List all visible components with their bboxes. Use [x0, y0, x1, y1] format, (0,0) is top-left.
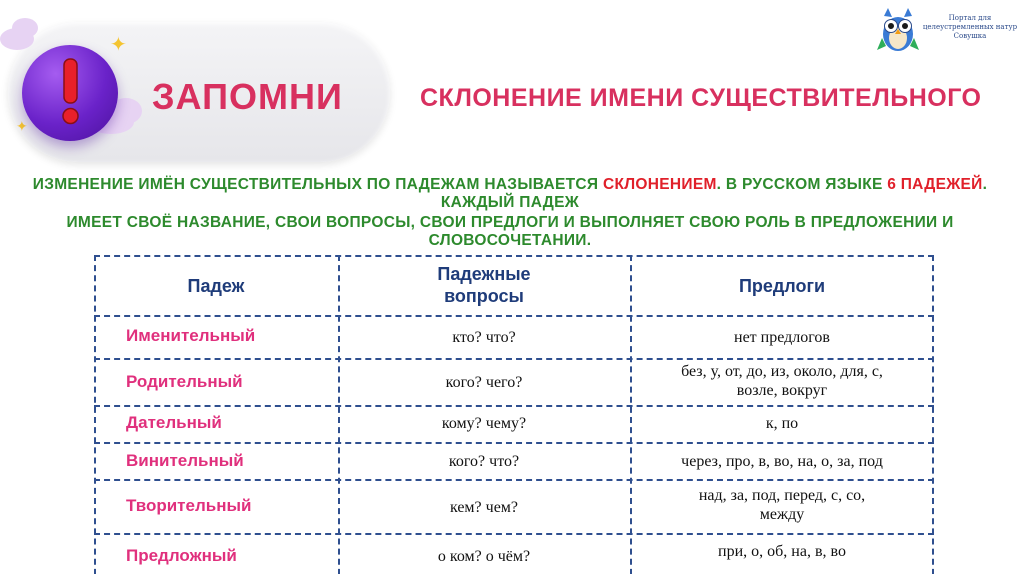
logo-line: Совушка: [953, 32, 987, 40]
case-name: Именительный: [126, 326, 256, 345]
case-questions: кто? что?: [452, 329, 516, 346]
prepositions-line: между: [759, 506, 805, 523]
case-prepositions: нет предлогов: [734, 329, 830, 346]
table-border: [94, 315, 934, 317]
case-prepositions: через, про, в, во, на, о, за, под: [681, 453, 883, 470]
case-name: Предложный: [126, 546, 237, 565]
table-border: [94, 479, 934, 481]
case-name: Дательный: [126, 413, 222, 432]
header-questions-line: Падежные: [437, 264, 531, 284]
remember-label: ЗАПОМНИ: [152, 76, 343, 117]
intro-line-1: [20, 176, 1000, 212]
sparkle-icon: ✦: [110, 32, 127, 56]
intro-text: . КАЖДЫЙ ПАДЕЖ: [440, 176, 988, 211]
table-border: [94, 255, 96, 574]
case-questions: кого? что?: [448, 453, 520, 470]
case-prepositions: [630, 362, 934, 400]
table-border: [94, 533, 934, 535]
page-title: СКЛОНЕНИЕ ИМЕНИ СУЩЕСТВИТЕЛЬНОГО: [420, 84, 982, 112]
table-border: [94, 255, 934, 257]
case-questions: кого? чего?: [445, 374, 523, 391]
table-border: [94, 358, 934, 360]
sparkle-icon: ✦: [16, 119, 28, 135]
prepositions-line: возле, вокруг: [736, 382, 828, 399]
owl-icon: [876, 4, 920, 54]
header-questions-line: вопросы: [444, 286, 524, 306]
prepositions-line: над, за, под, перед, с, со,: [698, 487, 866, 504]
term-highlight: СКЛОНЕНИЕМ: [602, 176, 717, 193]
logo-line: целеустремленных натур: [922, 23, 1018, 31]
cases-table: [94, 255, 934, 574]
prepositions-line: без, у, от, до, из, около, для, с,: [681, 363, 883, 380]
exclamation-icon: [22, 45, 118, 141]
logo-line: Портал для: [948, 14, 992, 22]
table-border: [94, 405, 934, 407]
case-questions: о ком? о чём?: [437, 548, 531, 565]
intro-text: ИЗМЕНЕНИЕ ИМЁН СУЩЕСТВИТЕЛЬНЫХ ПО ПАДЕЖАМ НАЗЫВАЕТСЯ: [32, 176, 603, 193]
case-name: Родительный: [126, 372, 243, 391]
intro-line-2: ИМЕЕТ СВОЁ НАЗВАНИЕ, СВОИ ВОПРОСЫ, СВОИ ПРЕДЛОГИ И ВЫПОЛНЯЕТ СВОЮ РОЛЬ В ПРЕДЛОЖЕНИИ И СЛОВОСОЧЕТАНИИ.: [66, 214, 954, 249]
case-questions: кем? чем?: [449, 499, 519, 516]
case-prepositions: к, по: [765, 415, 799, 432]
cloud-decoration: [12, 18, 38, 38]
table-border: [94, 442, 934, 444]
site-logo: [876, 4, 1016, 54]
case-prepositions: [630, 486, 934, 524]
count-highlight: 6 ПАДЕЖЕЙ: [887, 176, 983, 193]
case-name: Творительный: [126, 496, 252, 515]
case-prepositions: при, о, об, на, в, во: [718, 543, 846, 560]
header-questions: [338, 263, 630, 307]
case-name: Винительный: [126, 451, 244, 470]
case-questions: кому? чему?: [441, 415, 527, 432]
intro-text: . В РУССКОМ ЯЗЫКЕ: [716, 176, 888, 193]
header-prepositions: Предлоги: [738, 276, 826, 296]
header-case: Падеж: [187, 276, 245, 296]
